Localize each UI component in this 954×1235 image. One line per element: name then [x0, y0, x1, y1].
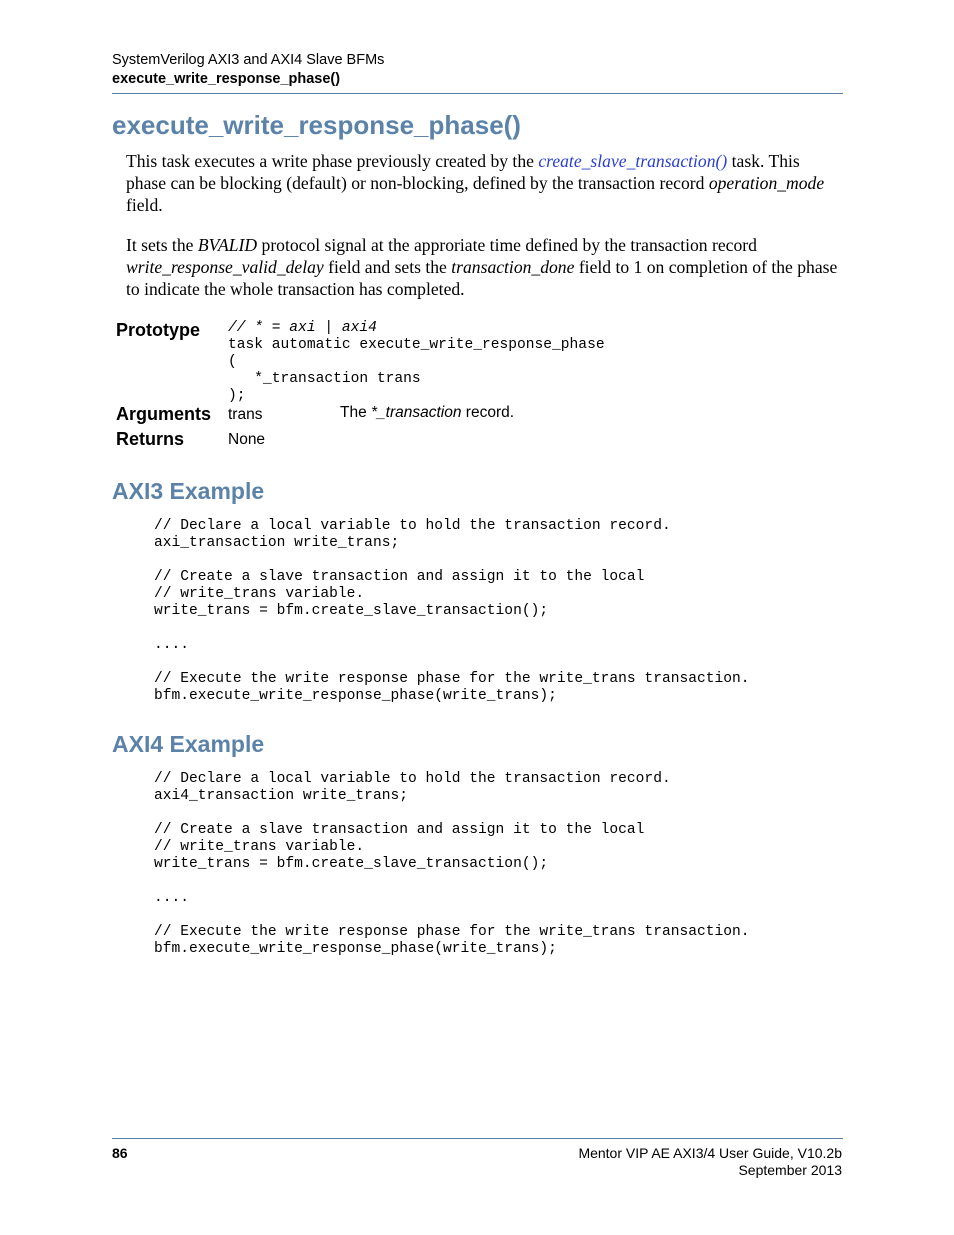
para2-text-1: It sets the	[126, 235, 198, 255]
prototype-line: (	[228, 354, 237, 370]
argument-desc-em: *_transaction	[371, 404, 462, 421]
argument-name: trans	[228, 406, 263, 423]
prototype-label: Prototype	[116, 320, 201, 340]
page-title: execute_write_response_phase()	[112, 110, 521, 140]
argument-desc-pre: The	[340, 404, 372, 421]
para2-text-4: field to 1 on completion of the phase to indicate the whole transaction has completed.	[126, 257, 838, 299]
prototype-comment: // * = axi | axi4	[228, 320, 377, 336]
returns-label: Returns	[116, 429, 185, 449]
footer-info	[578, 1145, 842, 1179]
running-header-title: SystemVerilog AXI3 and AXI4 Slave BFMs	[112, 52, 385, 68]
axi3-example-heading: AXI3 Example	[112, 478, 265, 504]
axi3-example-code: // Declare a local variable to hold the transaction record. axi_transaction write_trans; // Create a slave transaction and assign it to the local // write_trans variable. write_trans = bfm.create_slave_transaction(); .... // Execute the write response phase for the write_trans transaction. bfm.execute_write_response_phase(write_trans);	[154, 518, 750, 704]
axi4-example-code: // Declare a local variable to hold the transaction record. axi4_transaction write_trans; // Create a slave transaction and assign it to the local // write_trans variable. write_trans = bfm.create_slave_transaction(); .... // Execute the write response phase for the write_trans transaction. bfm.execute_write_response_phase(write_trans);	[154, 771, 750, 957]
para1-text-3: field.	[126, 195, 163, 215]
para2-text-2: protocol signal at the approriate time defined by the transaction record	[257, 235, 757, 255]
bvalid-term: BVALID	[197, 235, 258, 255]
write-response-valid-delay-term: write_response_valid_delay	[126, 257, 324, 277]
arguments-label: Arguments	[116, 404, 212, 424]
running-header-section: execute_write_response_phase()	[112, 71, 341, 87]
prototype-line: *_transaction trans	[228, 371, 421, 387]
para1-text-2: task. This phase can be blocking (default) or non-blocking, defined by the transaction record	[126, 151, 800, 193]
para1-text-1: This task executes a write phase previously created by the	[126, 151, 539, 171]
description-paragraph-1	[126, 150, 842, 216]
returns-value: None	[228, 431, 266, 448]
footer-date: September 2013	[738, 1162, 842, 1178]
footer-rule	[112, 1138, 843, 1139]
create-slave-transaction-link[interactable]: create_slave_transaction()	[538, 151, 728, 171]
argument-description	[340, 404, 514, 422]
transaction-done-term: transaction_done	[451, 257, 575, 277]
prototype-code	[228, 320, 605, 405]
prototype-line: task automatic execute_write_response_phase	[228, 337, 605, 353]
operation-mode-term: operation_mode	[708, 173, 825, 193]
page-number: 86	[112, 1145, 128, 1161]
header-rule	[112, 93, 843, 94]
description-paragraph-2	[126, 234, 842, 300]
axi4-example-heading: AXI4 Example	[112, 731, 265, 757]
prototype-line: );	[228, 388, 246, 404]
para2-text-3: field and sets the	[323, 257, 452, 277]
footer-guide-title: Mentor VIP AE AXI3/4 User Guide, V10.2b	[578, 1145, 842, 1161]
argument-desc-post: record.	[461, 404, 515, 421]
